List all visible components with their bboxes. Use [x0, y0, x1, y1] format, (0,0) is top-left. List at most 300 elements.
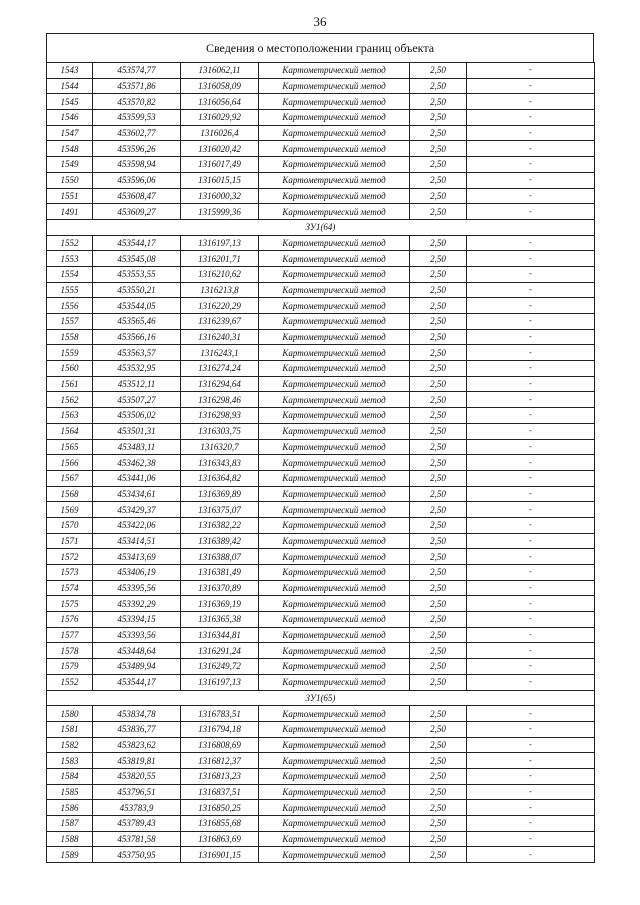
description-cell: - — [467, 408, 595, 424]
x-coordinate-cell: 453394,15 — [93, 612, 181, 628]
method-cell: Картометрический метод — [259, 533, 410, 549]
accuracy-cell: 2,50 — [410, 188, 467, 204]
method-cell: Картометрический метод — [259, 784, 410, 800]
x-coordinate-cell: 453544,17 — [93, 674, 181, 690]
description-cell: - — [467, 376, 595, 392]
method-cell: Картометрический метод — [259, 329, 410, 345]
y-coordinate-cell: 1316370,89 — [181, 580, 259, 596]
table-row — [47, 282, 595, 298]
accuracy-cell: 2,50 — [410, 423, 467, 439]
method-cell: Картометрический метод — [259, 78, 410, 94]
method-cell: Картометрический метод — [259, 517, 410, 533]
point-number-cell: 1573 — [47, 565, 93, 581]
point-number-cell: 1551 — [47, 188, 93, 204]
x-coordinate-cell: 453820,55 — [93, 768, 181, 784]
y-coordinate-cell: 1316863,69 — [181, 831, 259, 847]
accuracy-cell: 2,50 — [410, 627, 467, 643]
method-cell: Картометрический метод — [259, 737, 410, 753]
method-cell: Картометрический метод — [259, 816, 410, 832]
method-cell: Картометрический метод — [259, 110, 410, 126]
y-coordinate-cell: 1316388,07 — [181, 549, 259, 565]
accuracy-cell: 2,50 — [410, 282, 467, 298]
y-coordinate-cell: 1316381,49 — [181, 565, 259, 581]
point-number-cell: 1579 — [47, 659, 93, 675]
accuracy-cell: 2,50 — [410, 721, 467, 737]
accuracy-cell: 2,50 — [410, 502, 467, 518]
description-cell: - — [467, 580, 595, 596]
point-number-cell: 1580 — [47, 706, 93, 722]
x-coordinate-cell: 453596,06 — [93, 172, 181, 188]
x-coordinate-cell: 453563,57 — [93, 345, 181, 361]
table-row — [47, 768, 595, 784]
accuracy-cell: 2,50 — [410, 94, 467, 110]
table-row — [47, 721, 595, 737]
table-row — [47, 376, 595, 392]
method-cell: Картометрический метод — [259, 188, 410, 204]
accuracy-cell: 2,50 — [410, 125, 467, 141]
table-row — [47, 753, 595, 769]
table-row — [47, 110, 595, 126]
y-coordinate-cell: 1316249,72 — [181, 659, 259, 675]
x-coordinate-cell: 453570,82 — [93, 94, 181, 110]
y-coordinate-cell: 1316210,62 — [181, 266, 259, 282]
method-cell: Картометрический метод — [259, 266, 410, 282]
accuracy-cell: 2,50 — [410, 141, 467, 157]
method-cell: Картометрический метод — [259, 659, 410, 675]
y-coordinate-cell: 1316850,25 — [181, 800, 259, 816]
section-header-row — [47, 219, 595, 235]
description-cell: - — [467, 63, 595, 79]
description-cell: - — [467, 361, 595, 377]
point-number-cell: 1550 — [47, 172, 93, 188]
description-cell: - — [467, 533, 595, 549]
y-coordinate-cell: 1316808,69 — [181, 737, 259, 753]
table-row — [47, 737, 595, 753]
x-coordinate-cell: 453413,69 — [93, 549, 181, 565]
description-cell: - — [467, 612, 595, 628]
x-coordinate-cell: 453836,77 — [93, 721, 181, 737]
table-row — [47, 125, 595, 141]
table-row — [47, 784, 595, 800]
table-row — [47, 63, 595, 79]
description-cell: - — [467, 314, 595, 330]
x-coordinate-cell: 453512,11 — [93, 376, 181, 392]
x-coordinate-cell: 453441,06 — [93, 470, 181, 486]
x-coordinate-cell: 453608,47 — [93, 188, 181, 204]
y-coordinate-cell: 1316062,11 — [181, 63, 259, 79]
y-coordinate-cell: 1315999,36 — [181, 204, 259, 220]
point-number-cell: 1587 — [47, 816, 93, 832]
point-number-cell: 1560 — [47, 361, 93, 377]
method-cell: Картометрический метод — [259, 282, 410, 298]
table-row — [47, 235, 595, 251]
y-coordinate-cell: 1316056,64 — [181, 94, 259, 110]
table-row — [47, 612, 595, 628]
y-coordinate-cell: 1316369,89 — [181, 486, 259, 502]
accuracy-cell: 2,50 — [410, 266, 467, 282]
accuracy-cell: 2,50 — [410, 847, 467, 863]
method-cell: Картометрический метод — [259, 753, 410, 769]
accuracy-cell: 2,50 — [410, 235, 467, 251]
description-cell: - — [467, 565, 595, 581]
accuracy-cell: 2,50 — [410, 172, 467, 188]
x-coordinate-cell: 453783,9 — [93, 800, 181, 816]
description-cell: - — [467, 204, 595, 220]
x-coordinate-cell: 453750,95 — [93, 847, 181, 863]
table-row — [47, 266, 595, 282]
accuracy-cell: 2,50 — [410, 455, 467, 471]
description-cell: - — [467, 706, 595, 722]
accuracy-cell: 2,50 — [410, 549, 467, 565]
method-cell: Картометрический метод — [259, 470, 410, 486]
accuracy-cell: 2,50 — [410, 361, 467, 377]
y-coordinate-cell: 1316298,46 — [181, 392, 259, 408]
accuracy-cell: 2,50 — [410, 831, 467, 847]
point-number-cell: 1559 — [47, 345, 93, 361]
accuracy-cell: 2,50 — [410, 204, 467, 220]
y-coordinate-cell: 1316794,18 — [181, 721, 259, 737]
accuracy-cell: 2,50 — [410, 157, 467, 173]
method-cell: Картометрический метод — [259, 345, 410, 361]
y-coordinate-cell: 1316239,67 — [181, 314, 259, 330]
description-cell: - — [467, 549, 595, 565]
table-title: Сведения о местоположении границ объекта — [46, 33, 594, 62]
y-coordinate-cell: 1316294,64 — [181, 376, 259, 392]
description-cell: - — [467, 329, 595, 345]
description-cell: - — [467, 470, 595, 486]
page-number: 36 — [313, 14, 327, 29]
table-row — [47, 580, 595, 596]
point-number-cell: 1571 — [47, 533, 93, 549]
accuracy-cell: 2,50 — [410, 580, 467, 596]
x-coordinate-cell: 453819,81 — [93, 753, 181, 769]
y-coordinate-cell: 1316365,38 — [181, 612, 259, 628]
table-row — [47, 470, 595, 486]
y-coordinate-cell: 1316274,24 — [181, 361, 259, 377]
method-cell: Картометрический метод — [259, 643, 410, 659]
description-cell: - — [467, 78, 595, 94]
point-number-cell: 1556 — [47, 298, 93, 314]
x-coordinate-cell: 453406,19 — [93, 565, 181, 581]
description-cell: - — [467, 125, 595, 141]
description-cell: - — [467, 345, 595, 361]
y-coordinate-cell: 1316197,13 — [181, 674, 259, 690]
method-cell: Картометрический метод — [259, 314, 410, 330]
point-number-cell: 1564 — [47, 423, 93, 439]
table-row — [47, 847, 595, 863]
method-cell: Картометрический метод — [259, 706, 410, 722]
accuracy-cell: 2,50 — [410, 706, 467, 722]
coordinates-table — [46, 62, 595, 863]
y-coordinate-cell: 1316320,7 — [181, 439, 259, 455]
method-cell: Картометрический метод — [259, 361, 410, 377]
description-cell: - — [467, 674, 595, 690]
y-coordinate-cell: 1316020,42 — [181, 141, 259, 157]
accuracy-cell: 2,50 — [410, 643, 467, 659]
point-number-cell: 1547 — [47, 125, 93, 141]
y-coordinate-cell: 1316837,51 — [181, 784, 259, 800]
x-coordinate-cell: 453489,94 — [93, 659, 181, 675]
point-number-cell: 1582 — [47, 737, 93, 753]
table-row — [47, 141, 595, 157]
x-coordinate-cell: 453565,46 — [93, 314, 181, 330]
point-number-cell: 1569 — [47, 502, 93, 518]
table-row — [47, 533, 595, 549]
description-cell: - — [467, 737, 595, 753]
description-cell: - — [467, 800, 595, 816]
method-cell: Картометрический метод — [259, 831, 410, 847]
accuracy-cell: 2,50 — [410, 63, 467, 79]
x-coordinate-cell: 453448,64 — [93, 643, 181, 659]
y-coordinate-cell: 1316026,4 — [181, 125, 259, 141]
table-row — [47, 439, 595, 455]
description-cell: - — [467, 831, 595, 847]
point-number-cell: 1566 — [47, 455, 93, 471]
y-coordinate-cell: 1316364,82 — [181, 470, 259, 486]
point-number-cell: 1545 — [47, 94, 93, 110]
table-row — [47, 392, 595, 408]
description-cell: - — [467, 141, 595, 157]
point-number-cell: 1584 — [47, 768, 93, 784]
method-cell: Картометрический метод — [259, 800, 410, 816]
y-coordinate-cell: 1316812,37 — [181, 753, 259, 769]
point-number-cell: 1549 — [47, 157, 93, 173]
method-cell: Картометрический метод — [259, 502, 410, 518]
table-row — [47, 549, 595, 565]
description-cell: - — [467, 157, 595, 173]
x-coordinate-cell: 453544,05 — [93, 298, 181, 314]
method-cell: Картометрический метод — [259, 408, 410, 424]
point-number-cell: 1552 — [47, 235, 93, 251]
point-number-cell: 1561 — [47, 376, 93, 392]
y-coordinate-cell: 1316369,19 — [181, 596, 259, 612]
y-coordinate-cell: 1316303,75 — [181, 423, 259, 439]
y-coordinate-cell: 1316783,51 — [181, 706, 259, 722]
point-number-cell: 1557 — [47, 314, 93, 330]
x-coordinate-cell: 453545,08 — [93, 251, 181, 267]
description-cell: - — [467, 392, 595, 408]
section-label: ЗУ1(64) — [47, 219, 595, 235]
description-cell: - — [467, 110, 595, 126]
accuracy-cell: 2,50 — [410, 768, 467, 784]
y-coordinate-cell: 1316015,15 — [181, 172, 259, 188]
point-number-cell: 1572 — [47, 549, 93, 565]
point-number-cell: 1491 — [47, 204, 93, 220]
description-cell: - — [467, 423, 595, 439]
method-cell: Картометрический метод — [259, 94, 410, 110]
x-coordinate-cell: 453507,27 — [93, 392, 181, 408]
point-number-cell: 1555 — [47, 282, 93, 298]
table-row — [47, 800, 595, 816]
point-number-cell: 1586 — [47, 800, 93, 816]
accuracy-cell: 2,50 — [410, 329, 467, 345]
method-cell: Картометрический метод — [259, 549, 410, 565]
point-number-cell: 1553 — [47, 251, 93, 267]
x-coordinate-cell: 453571,86 — [93, 78, 181, 94]
point-number-cell: 1581 — [47, 721, 93, 737]
point-number-cell: 1585 — [47, 784, 93, 800]
method-cell: Картометрический метод — [259, 486, 410, 502]
table-row — [47, 408, 595, 424]
table-row — [47, 831, 595, 847]
y-coordinate-cell: 1316344,81 — [181, 627, 259, 643]
y-coordinate-cell: 1316375,07 — [181, 502, 259, 518]
point-number-cell: 1543 — [47, 63, 93, 79]
method-cell: Картометрический метод — [259, 125, 410, 141]
table-row — [47, 502, 595, 518]
y-coordinate-cell: 1316813,23 — [181, 768, 259, 784]
method-cell: Картометрический метод — [259, 596, 410, 612]
method-cell: Картометрический метод — [259, 392, 410, 408]
y-coordinate-cell: 1316901,15 — [181, 847, 259, 863]
y-coordinate-cell: 1316291,24 — [181, 643, 259, 659]
description-cell: - — [467, 298, 595, 314]
table-row — [47, 361, 595, 377]
description-cell: - — [467, 816, 595, 832]
point-number-cell: 1563 — [47, 408, 93, 424]
accuracy-cell: 2,50 — [410, 612, 467, 628]
x-coordinate-cell: 453599,53 — [93, 110, 181, 126]
accuracy-cell: 2,50 — [410, 596, 467, 612]
x-coordinate-cell: 453483,11 — [93, 439, 181, 455]
description-cell: - — [467, 94, 595, 110]
table-row — [47, 157, 595, 173]
point-number-cell: 1546 — [47, 110, 93, 126]
method-cell: Картометрический метод — [259, 298, 410, 314]
y-coordinate-cell: 1316240,31 — [181, 329, 259, 345]
accuracy-cell: 2,50 — [410, 408, 467, 424]
method-cell: Картометрический метод — [259, 172, 410, 188]
accuracy-cell: 2,50 — [410, 565, 467, 581]
y-coordinate-cell: 1316201,71 — [181, 251, 259, 267]
x-coordinate-cell: 453596,26 — [93, 141, 181, 157]
y-coordinate-cell: 1316029,92 — [181, 110, 259, 126]
accuracy-cell: 2,50 — [410, 110, 467, 126]
table-row — [47, 188, 595, 204]
x-coordinate-cell: 453429,37 — [93, 502, 181, 518]
table-row — [47, 674, 595, 690]
description-cell: - — [467, 502, 595, 518]
point-number-cell: 1574 — [47, 580, 93, 596]
description-cell: - — [467, 627, 595, 643]
point-number-cell: 1567 — [47, 470, 93, 486]
accuracy-cell: 2,50 — [410, 816, 467, 832]
method-cell: Картометрический метод — [259, 439, 410, 455]
x-coordinate-cell: 453462,38 — [93, 455, 181, 471]
accuracy-cell: 2,50 — [410, 470, 467, 486]
table-row — [47, 455, 595, 471]
table-row — [47, 314, 595, 330]
point-number-cell: 1576 — [47, 612, 93, 628]
x-coordinate-cell: 453789,43 — [93, 816, 181, 832]
description-cell: - — [467, 847, 595, 863]
point-number-cell: 1548 — [47, 141, 93, 157]
table-row — [47, 78, 595, 94]
y-coordinate-cell: 1316220,29 — [181, 298, 259, 314]
x-coordinate-cell: 453598,94 — [93, 157, 181, 173]
point-number-cell: 1568 — [47, 486, 93, 502]
point-number-cell: 1565 — [47, 439, 93, 455]
description-cell: - — [467, 486, 595, 502]
section-label: ЗУ1(65) — [47, 690, 595, 706]
description-cell: - — [467, 768, 595, 784]
description-cell: - — [467, 282, 595, 298]
method-cell: Картометрический метод — [259, 157, 410, 173]
description-cell: - — [467, 659, 595, 675]
accuracy-cell: 2,50 — [410, 439, 467, 455]
accuracy-cell: 2,50 — [410, 753, 467, 769]
x-coordinate-cell: 453574,77 — [93, 63, 181, 79]
table-row — [47, 204, 595, 220]
x-coordinate-cell: 453823,62 — [93, 737, 181, 753]
table-row — [47, 517, 595, 533]
method-cell: Картометрический метод — [259, 63, 410, 79]
table-row — [47, 643, 595, 659]
point-number-cell: 1570 — [47, 517, 93, 533]
x-coordinate-cell: 453553,55 — [93, 266, 181, 282]
x-coordinate-cell: 453550,21 — [93, 282, 181, 298]
y-coordinate-cell: 1316382,22 — [181, 517, 259, 533]
description-cell: - — [467, 188, 595, 204]
table-row — [47, 816, 595, 832]
point-number-cell: 1583 — [47, 753, 93, 769]
accuracy-cell: 2,50 — [410, 298, 467, 314]
x-coordinate-cell: 453395,56 — [93, 580, 181, 596]
point-number-cell: 1575 — [47, 596, 93, 612]
method-cell: Картометрический метод — [259, 565, 410, 581]
x-coordinate-cell: 453422,06 — [93, 517, 181, 533]
table-row — [47, 659, 595, 675]
x-coordinate-cell: 453781,58 — [93, 831, 181, 847]
description-cell: - — [467, 235, 595, 251]
method-cell: Картометрический метод — [259, 674, 410, 690]
y-coordinate-cell: 1316343,83 — [181, 455, 259, 471]
table-row — [47, 596, 595, 612]
x-coordinate-cell: 453609,27 — [93, 204, 181, 220]
x-coordinate-cell: 453392,29 — [93, 596, 181, 612]
method-cell: Картометрический метод — [259, 768, 410, 784]
method-cell: Картометрический метод — [259, 376, 410, 392]
point-number-cell: 1577 — [47, 627, 93, 643]
point-number-cell: 1558 — [47, 329, 93, 345]
accuracy-cell: 2,50 — [410, 784, 467, 800]
table-row — [47, 706, 595, 722]
point-number-cell: 1578 — [47, 643, 93, 659]
method-cell: Картометрический метод — [259, 455, 410, 471]
x-coordinate-cell: 453532,95 — [93, 361, 181, 377]
description-cell: - — [467, 251, 595, 267]
table-row — [47, 627, 595, 643]
method-cell: Картометрический метод — [259, 580, 410, 596]
point-number-cell: 1544 — [47, 78, 93, 94]
accuracy-cell: 2,50 — [410, 78, 467, 94]
accuracy-cell: 2,50 — [410, 517, 467, 533]
description-cell: - — [467, 721, 595, 737]
accuracy-cell: 2,50 — [410, 659, 467, 675]
method-cell: Картометрический метод — [259, 141, 410, 157]
table-row — [47, 345, 595, 361]
x-coordinate-cell: 453544,17 — [93, 235, 181, 251]
accuracy-cell: 2,50 — [410, 533, 467, 549]
x-coordinate-cell: 453501,31 — [93, 423, 181, 439]
method-cell: Картометрический метод — [259, 627, 410, 643]
description-cell: - — [467, 517, 595, 533]
table-row — [47, 486, 595, 502]
y-coordinate-cell: 1316017,49 — [181, 157, 259, 173]
y-coordinate-cell: 1316213,8 — [181, 282, 259, 298]
method-cell: Картометрический метод — [259, 204, 410, 220]
accuracy-cell: 2,50 — [410, 392, 467, 408]
